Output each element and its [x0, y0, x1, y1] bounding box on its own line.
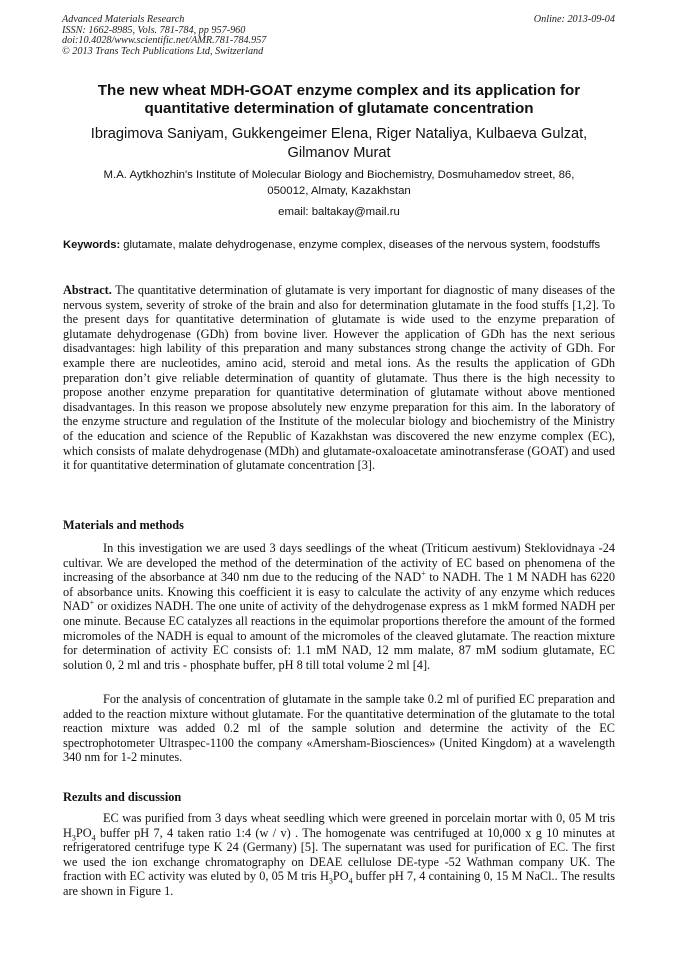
affiliation	[60, 167, 618, 199]
journal-header	[62, 15, 615, 57]
doi-line: doi:10.4028/www.scientific.net/AMR.781-784.957	[62, 35, 267, 47]
methods-p1-part-a: In this investigation we are used 3 days seedlings of the wheat (Triticum aestivum) Steklovidnaya -24 cultivar. We are developed the method of the determination of the activity of EC based on phenomena of the increasing of the absorbance at 340 nm due to the reducing of the NAD	[63, 541, 615, 585]
abstract-text: The quantitative determination of glutamate is very important for diagnostic of many diseases of the nervous system, severity of stroke of the brain and also for determination glutamate in the food stuffs [1,2]. To the present days for quantitative determination of glutamate is wide used to the enzyme preparation of glutamate dehydrogenase (GDh) from bovine liver. However the application of GDh has the next serious disadvantages: high lability of this preparation and many substances strong change the activity of GDh. For example there are nucleotides, amino acid, steroid and metal ions. As the results the application of GDh preparation don’t give reliable determination of quantity of glutamate. Thus there is the high necessity to propose another enzyme preparation for quantitative determination of glutamate without above mentioned disadvantages. In this reason we propose absolutely new enzyme preparation for this aim. In the laboratory of the enzyme structure and regulation of the Institute of the molecular biology and biochemistry of the Ministry of the education and science of the Republic of Kazakhstan was discovered the new enzyme complex (EC), which consists of malate dehydrogenase (MDh) and glutamate-oxaloacetate aminotransferase (GOAT) and used it for quantitative determination of glutamate concentration [3].	[63, 283, 615, 473]
results-part-e: buffer pH 7, 4 containing 0, 15 M NaCl.. The results are shown in Figure 1.	[63, 869, 615, 898]
title-line-2: quantitative determination of glutamate concentration	[144, 100, 534, 117]
subscript-4: 4	[91, 833, 96, 843]
methods-p1-part-b: to NADH. The 1 M NADH has 6220 of absorbance units. Knowing this coefficient it is easy to calculate the activity of any enzyme which reduces NAD	[63, 570, 616, 614]
keywords	[63, 238, 615, 253]
results-part-a: EC was purified from 3 days wheat seedling which were greened in porcelain mortar with 0, 05 M tris H	[63, 811, 615, 840]
title-line-1: The new wheat MDH-GOAT enzyme complex and its application for	[97, 82, 581, 99]
results-part-b: PO	[75, 825, 92, 840]
authors-line-1: Ibragimova Saniyam, Gukkengeimer Elena, Riger Nataliya, Kulbaeva Gulzat,	[90, 126, 588, 142]
author-list	[60, 125, 618, 163]
authors-line-2: Gilmanov Murat	[287, 145, 391, 161]
materials-heading: Materials and methods	[63, 518, 184, 532]
results-heading: Rezults and discussion	[63, 790, 182, 804]
methods-p1-part-c: or oxidizes NADH. The one unite of activity of the dehydrogenase express as 1 mkM formed NADH per one minute. Because EC catalyzes all reactions in the equimolar proportions therefore the amount of the formed micromoles of the NADH is equal to amount of the micromoles of the cleaved glutamate. The reaction mixture for determination of activity EC consists of: 1.1 mM NAD, 12 mm malate, 87 mM sodium glutamate, EC solution 0, 2 ml and tris - phosphate buffer, pH 8 till total volume 2 ml [4].	[63, 599, 615, 672]
results-paragraph-1	[63, 811, 615, 899]
subscript-3: 3	[71, 833, 76, 843]
abstract	[63, 283, 615, 473]
results-part-d: PO	[332, 869, 349, 884]
online-date: Online: 2013-09-04	[533, 14, 615, 25]
methods-paragraph-2: For the analysis of concentration of glutamate in the sample take 0.2 ml of purified EC preparation and added to the reaction mixture without glutamate. For the quantitative determination of the glutamate to the total reaction mixture was added 0.2 ml of the sample solution and determine the activity of the EC spectrophotometer Ultraspec-1100 the company «Amersham-Biosciences» (United Kingdom) at a wavelength 340 nm for 1-2 minutes.	[63, 692, 615, 765]
keywords-label: Keywords:	[63, 239, 121, 251]
keywords-text: glutamate, malate dehydrogenase, enzyme complex, diseases of the nervous system, foodstuffs	[120, 239, 601, 251]
abstract-label: Abstract.	[63, 283, 112, 297]
journal-name: Advanced Materials Research	[62, 14, 185, 25]
results-part-c: buffer pH 7, 4 taken ratio 1:4 (w / v) . The homogenate was centrifuged at 10,000 x g 10 minutes at refrigeratored centrifuge type K 24 (Germany) [5]. The supernatant was used for purification of EC. The first we used the ion exchange chromatography on DEAE cellulose DE-type -52 Wathman company UK. The fraction with EC activity was eluted by 0, 05 M tris H	[63, 825, 615, 884]
affiliation-line-1: M.A. Aytkhozhin's Institute of Molecular Biology and Biochemistry, Dosmuhamedov street, 86,	[103, 169, 575, 181]
issn-line: ISSN: 1662-8985, Vols. 781-784, pp 957-960	[62, 24, 246, 36]
subscript-3: 3	[328, 876, 333, 886]
methods-paragraph-1	[63, 541, 615, 672]
affiliation-line-2: 050012, Almaty, Kazakhstan	[267, 185, 411, 197]
paper-title	[60, 82, 618, 118]
superscript-plus: +	[89, 598, 95, 608]
contact-email: email: baltakay@mail.ru	[278, 206, 400, 218]
subscript-4: 4	[348, 876, 353, 886]
copyright-line: © 2013 Trans Tech Publications Ltd, Switzerland	[62, 45, 264, 57]
superscript-plus: +	[421, 569, 426, 579]
